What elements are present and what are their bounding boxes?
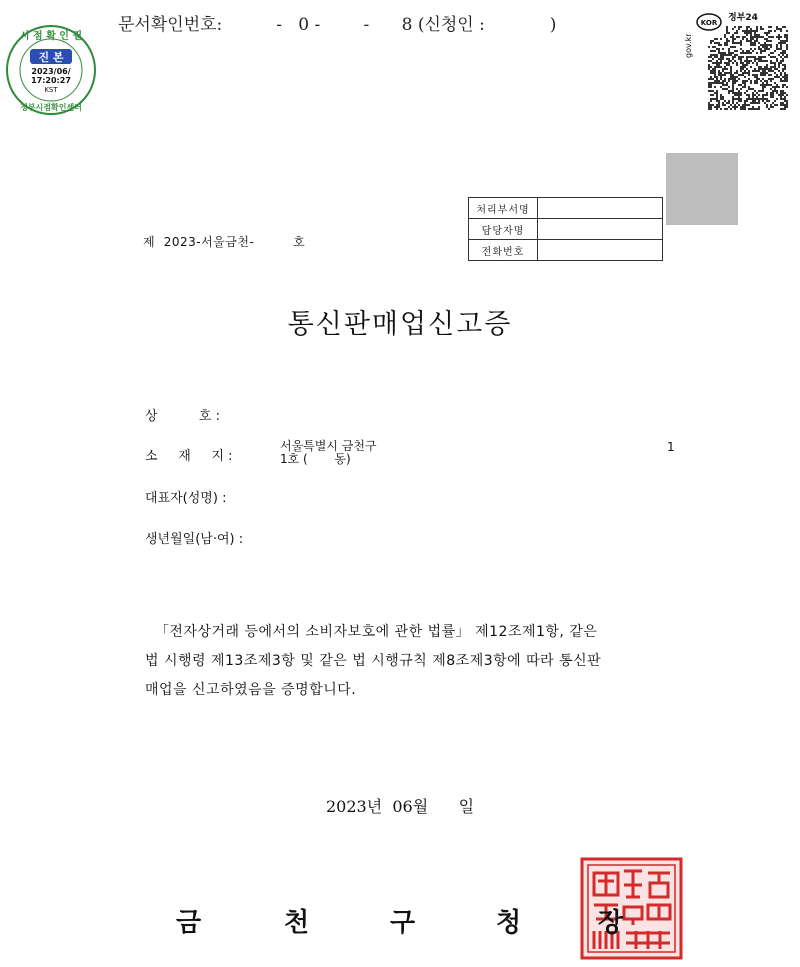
qr-code-area	[692, 8, 792, 112]
issuer-char: 금	[176, 908, 202, 938]
phone-value	[538, 240, 663, 261]
table-row	[469, 240, 663, 261]
body-text-line: 「전자상거래 등에서의 소비자보호에 관한 법률」 제12조제1항, 같은	[145, 624, 598, 640]
location-value-tail: 1	[667, 440, 675, 454]
phone-label: 전화번호	[469, 240, 538, 261]
issuer-char: 청	[496, 908, 522, 938]
issuer-char: 장	[598, 908, 624, 938]
dept-label: 처리부서명	[469, 198, 538, 219]
verification-seal	[5, 24, 97, 116]
page-title: 통신판매업신고증	[287, 309, 513, 340]
location-value-line1: 서울특별시 금천구	[280, 439, 377, 453]
qr-badge: KOR	[700, 19, 718, 27]
issuer-char: 구	[390, 908, 416, 938]
seal-date: 2023/06/	[31, 67, 71, 76]
shop-name-label: 상 호 :	[145, 409, 220, 424]
seal-time: 17:20:27	[31, 76, 71, 85]
photo-placeholder	[666, 153, 738, 225]
officer-label: 담당자명	[469, 219, 538, 240]
body-text-line: 매업을 신고하였음을 증명합니다.	[145, 682, 357, 698]
document-confirmation-number: 문서확인번호: - 0 - - 8 (신청인 : )	[118, 15, 557, 35]
representative-label: 대표자(성명) :	[145, 491, 227, 506]
body-text-line: 법 시행령 제13조제3항 및 같은 법 시행규칙 제8조제3항에 따라 통신판	[145, 653, 602, 669]
issuer-char: 천	[284, 908, 310, 938]
official-seal-icon	[580, 857, 683, 960]
date-of-birth-label: 생년월일(남·여) :	[145, 532, 244, 547]
certificate-number: 제 2023-서울금천- 호	[143, 235, 306, 249]
qr-brand-label: 정부24	[728, 13, 758, 23]
seal-center-label: 진 본	[38, 51, 64, 64]
table-row	[469, 219, 663, 240]
table-row	[469, 198, 663, 219]
dept-value	[538, 198, 663, 219]
seal-top-text: 시 점 확 인 필	[19, 31, 83, 42]
issue-date: 2023년 06월 일	[326, 797, 475, 816]
qr-domain-label: gov.kr	[684, 33, 693, 58]
processing-info-table	[468, 197, 663, 261]
officer-value	[538, 219, 663, 240]
location-label: 소 재 지 :	[145, 449, 233, 464]
seal-timezone: KST	[44, 86, 58, 94]
qr-code-icon	[692, 8, 792, 112]
seal-bottom-text: 정부시점확인센터	[20, 103, 82, 112]
location-value-line2: 1호 ( 동)	[280, 452, 351, 466]
